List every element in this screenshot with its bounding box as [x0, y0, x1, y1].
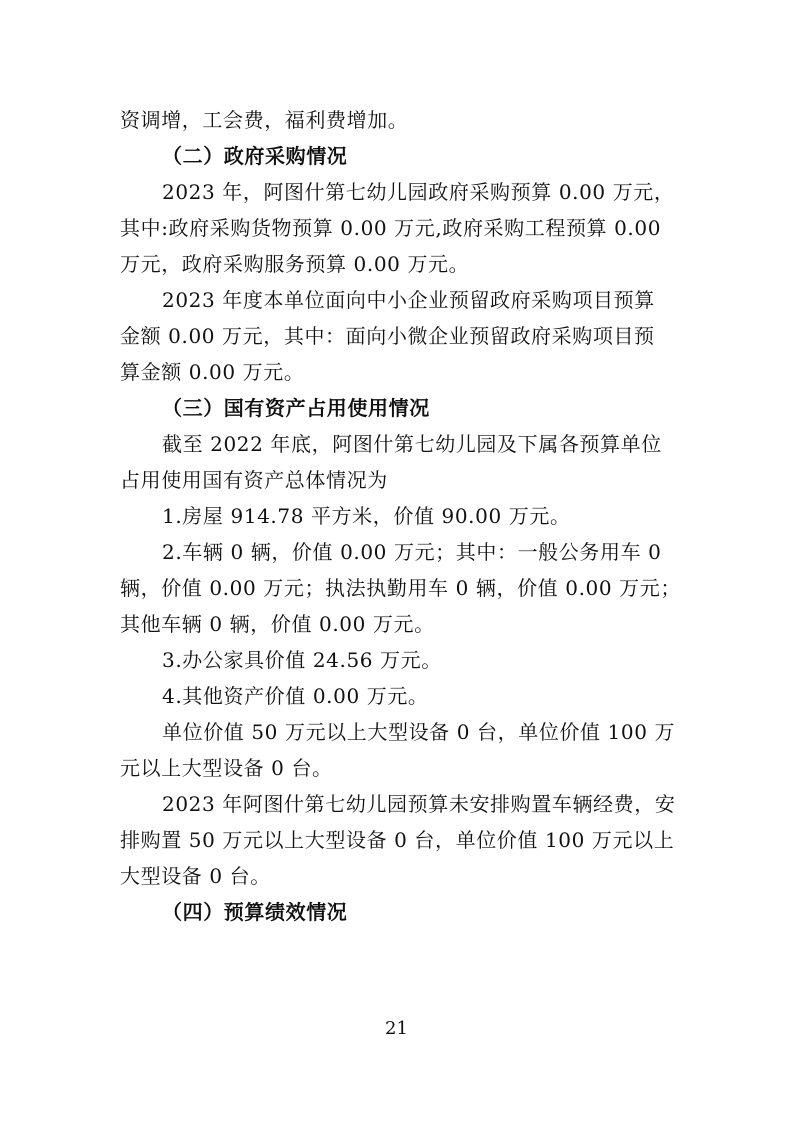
paragraph-line: 元以上大型设备 0 台。 [120, 756, 333, 780]
paragraph-line: 2023 年度本单位面向中小企业预留政府采购项目预算 [162, 288, 655, 312]
paragraph-line: 辆，价值 0.00 万元；执法执勤用车 0 辆，价值 0.00 万元； [120, 576, 681, 600]
section-heading-performance: （四）预算绩效情况 [162, 900, 348, 924]
paragraph-line: 算金额 0.00 万元。 [120, 360, 305, 384]
list-item-other-assets: 4.其他资产价值 0.00 万元。 [162, 684, 429, 708]
paragraph-line: 占用使用国有资产总体情况为 [120, 468, 388, 492]
list-item-housing: 1.房屋 914.78 平方米，价值 90.00 万元。 [162, 504, 571, 528]
section-heading-government-procurement: （二）政府采购情况 [162, 144, 348, 168]
paragraph-line: 金额 0.00 万元，其中：面向小微企业预留政府采购项目预 [120, 324, 655, 348]
paragraph-line: 资调增，工会费，福利费增加。 [120, 108, 409, 132]
paragraph-line: 排购置 50 万元以上大型设备 0 台，单位价值 100 万元以上 [120, 828, 675, 852]
paragraph-line: 截至 2022 年底，阿图什第七幼儿园及下属各预算单位 [162, 432, 662, 456]
list-item-furniture: 3.办公家具价值 24.56 万元。 [162, 648, 442, 672]
paragraph-line: 万元，政府采购服务预算 0.00 万元。 [120, 252, 470, 276]
list-item-vehicles: 2.车辆 0 辆，价值 0.00 万元；其中：一般公务用车 0 [162, 540, 662, 564]
section-heading-state-assets: （三）国有资产占用使用情况 [162, 396, 430, 420]
page-number: 21 [385, 1018, 408, 1039]
paragraph-line: 其他车辆 0 辆，价值 0.00 万元。 [120, 612, 435, 636]
paragraph-line: 2023 年阿图什第七幼儿园预算未安排购置车辆经费，安 [162, 792, 676, 816]
paragraph-line: 2023 年，阿图什第七幼儿园政府采购预算 0.00 万元， [162, 180, 675, 204]
paragraph-line: 其中:政府采购货物预算 0.00 万元,政府采购工程预算 0.00 [120, 216, 662, 240]
body-text [120, 102, 681, 930]
paragraph-line: 大型设备 0 台。 [120, 864, 271, 888]
paragraph-line: 单位价值 50 万元以上大型设备 0 台，单位价值 100 万 [162, 720, 676, 744]
